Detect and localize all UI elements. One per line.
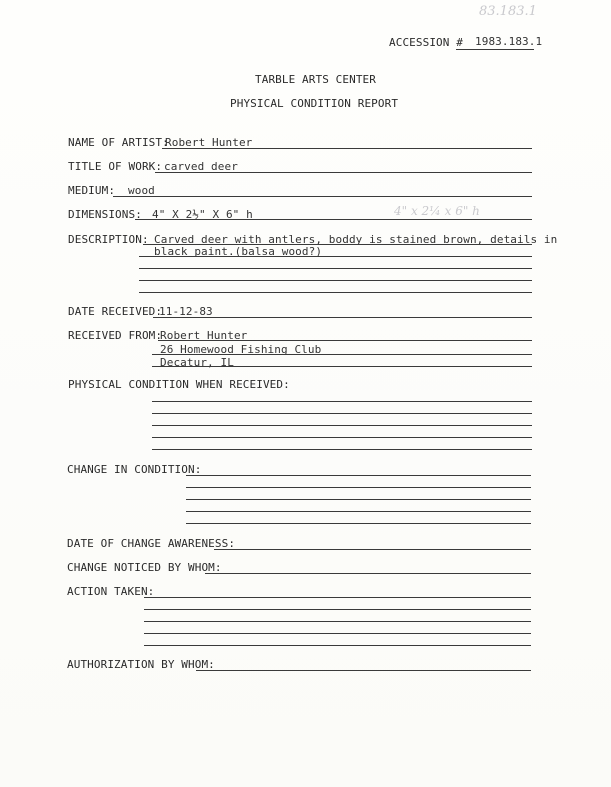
action-taken-label: ACTION TAKEN: (67, 585, 155, 598)
physical-condition-line-1 (152, 401, 532, 402)
title-underline (155, 172, 532, 173)
pencil-accession-note: 83.183.1 (479, 4, 537, 19)
description-underline-2 (139, 256, 532, 257)
description-underline-5 (139, 292, 532, 293)
authorization-label: AUTHORIZATION BY WHOM: (67, 658, 215, 671)
report-title: PHYSICAL CONDITION REPORT (230, 97, 399, 110)
accession-label: ACCESSION # (389, 36, 463, 49)
physical-condition-line-3 (152, 425, 532, 426)
action-taken-line-3 (144, 621, 531, 622)
action-taken-line-5 (144, 645, 531, 646)
change-in-condition-label: CHANGE IN CONDITION: (67, 463, 202, 476)
accession-value: 1983.183.1 (475, 35, 543, 48)
date-received-underline (153, 317, 532, 318)
received-from-underline-2 (152, 354, 532, 355)
change-in-condition-line-2 (186, 487, 531, 488)
artist-value: Robert Hunter (165, 136, 253, 149)
physical-condition-line-5 (152, 449, 532, 450)
action-taken-line-4 (144, 633, 531, 634)
physical-condition-line-4 (152, 437, 532, 438)
received-from-line-1: Robert Hunter (160, 329, 248, 342)
change-noticed-underline (205, 573, 531, 574)
medium-underline (113, 196, 532, 197)
accession-underline (456, 49, 534, 50)
change-in-condition-line-4 (186, 511, 531, 512)
medium-value: wood (128, 184, 155, 197)
received-from-line-2: 26 Homewood Fishing Club (160, 343, 322, 356)
description-line-1: Carved deer with antlers, boddy is stained brown, details in (154, 233, 558, 246)
physical-condition-line-2 (152, 413, 532, 414)
physical-condition-label: PHYSICAL CONDITION WHEN RECEIVED: (68, 378, 290, 391)
artist-label: NAME OF ARTIST: (68, 136, 169, 149)
medium-label: MEDIUM: (68, 184, 116, 197)
dimensions-underline (135, 219, 532, 220)
institution-name: TARBLE ARTS CENTER (255, 73, 377, 86)
change-in-condition-line-3 (186, 499, 531, 500)
dimensions-value: 4" X 2½" X 6" h (152, 208, 253, 221)
date-received-value: 11-12-83 (159, 305, 213, 318)
change-noticed-label: CHANGE NOTICED BY WHOM: (67, 561, 222, 574)
description-underline-3 (139, 268, 532, 269)
description-underline-4 (139, 280, 532, 281)
action-taken-line-2 (144, 609, 531, 610)
artist-underline (162, 148, 532, 149)
description-line-2: black paint.(balsa wood?) (154, 245, 323, 258)
change-in-condition-line-5 (186, 523, 531, 524)
description-label: DESCRIPTION: (68, 233, 149, 246)
action-taken-line-1 (144, 597, 531, 598)
dimensions-label: DIMENSIONS: (68, 208, 142, 221)
change-in-condition-line-1 (186, 475, 531, 476)
received-from-line-3: Decatur, IL (160, 356, 234, 369)
title-label: TITLE OF WORK: (68, 160, 163, 173)
pencil-dimensions-note: 4" x 2¼ x 6" h (394, 204, 480, 218)
date-of-change-label: DATE OF CHANGE AWARENESS: (67, 537, 236, 550)
date-of-change-underline (214, 549, 531, 550)
received-from-label: RECEIVED FROM: (68, 329, 163, 342)
title-value: carved deer (164, 160, 238, 173)
date-received-label: DATE RECEIVED: (68, 305, 163, 318)
received-from-underline-1 (158, 340, 532, 341)
authorization-underline (196, 670, 531, 671)
received-from-underline-3 (152, 366, 532, 367)
